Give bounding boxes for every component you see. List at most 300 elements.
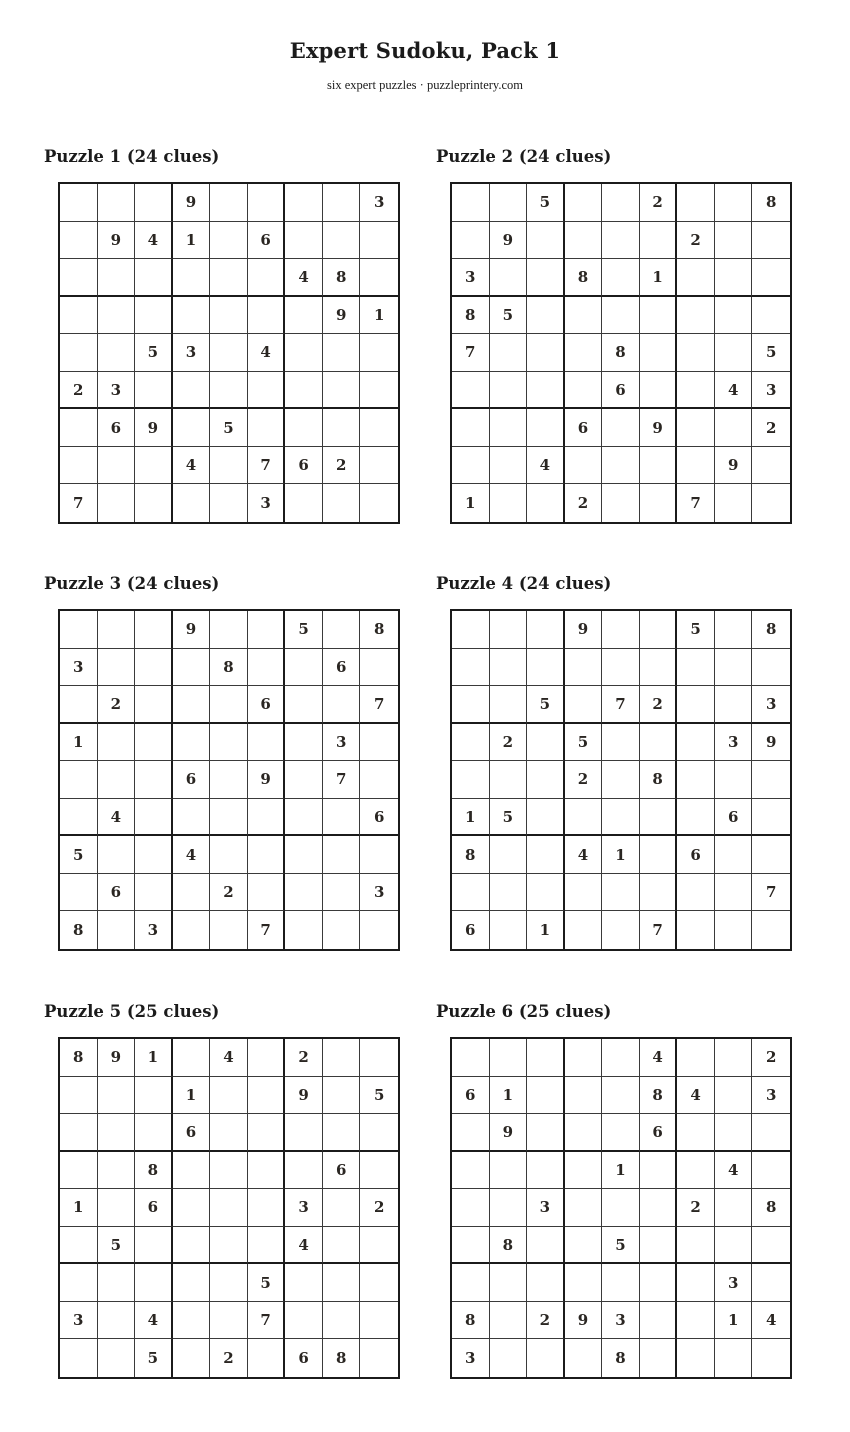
sudoku-cell: [285, 649, 323, 687]
sudoku-cell: [640, 372, 678, 410]
puzzle-label: Puzzle 2 (24 clues): [436, 147, 612, 166]
sudoku-cell: [323, 1302, 361, 1340]
sudoku-cell: [285, 1114, 323, 1152]
sudoku-cell: [60, 1077, 98, 1115]
sudoku-cell: 6: [715, 799, 753, 837]
sudoku-cell: [640, 1227, 678, 1265]
sudoku-cell: 5: [565, 724, 603, 762]
puzzle-2: [436, 145, 796, 513]
sudoku-grid: [58, 609, 400, 951]
sudoku-cell: [60, 799, 98, 837]
sudoku-cell: [677, 761, 715, 799]
sudoku-cell: [60, 874, 98, 912]
sudoku-cell: [285, 334, 323, 372]
sudoku-cell: 3: [752, 372, 790, 410]
page-subtitle: six expert puzzles · puzzleprintery.com: [327, 78, 523, 92]
sudoku-cell: 1: [60, 1189, 98, 1227]
sudoku-cell: [60, 222, 98, 260]
sudoku-cell: 5: [248, 1264, 286, 1302]
sudoku-cell: [173, 409, 211, 447]
sudoku-cell: 6: [452, 911, 490, 949]
sudoku-cell: [323, 611, 361, 649]
sudoku-cell: [490, 409, 528, 447]
sudoku-cell: [602, 649, 640, 687]
sudoku-cell: 6: [323, 649, 361, 687]
sudoku-cell: 5: [677, 611, 715, 649]
sudoku-cell: [640, 447, 678, 485]
sudoku-cell: [677, 1114, 715, 1152]
sudoku-cell: [677, 297, 715, 335]
sudoku-cell: [452, 372, 490, 410]
sudoku-cell: 8: [210, 649, 248, 687]
sudoku-cell: 6: [360, 799, 398, 837]
sudoku-cell: [490, 484, 528, 522]
sudoku-cell: [248, 297, 286, 335]
sudoku-cell: 7: [248, 1302, 286, 1340]
sudoku-grid: [450, 182, 792, 524]
sudoku-cell: 6: [602, 372, 640, 410]
sudoku-cell: [98, 724, 136, 762]
sudoku-cell: [248, 1077, 286, 1115]
sudoku-cell: 9: [490, 222, 528, 260]
sudoku-cell: [452, 222, 490, 260]
sudoku-cell: 6: [135, 1189, 173, 1227]
sudoku-cell: 4: [527, 447, 565, 485]
sudoku-cell: [210, 372, 248, 410]
sudoku-cell: [98, 1302, 136, 1340]
sudoku-cell: [135, 1114, 173, 1152]
sudoku-cell: [715, 874, 753, 912]
sudoku-cell: [715, 334, 753, 372]
sudoku-cell: [752, 484, 790, 522]
sudoku-cell: 7: [60, 484, 98, 522]
sudoku-cell: [527, 611, 565, 649]
sudoku-cell: [173, 1264, 211, 1302]
page-title: Expert Sudoku, Pack 1: [289, 38, 561, 63]
sudoku-cell: 3: [452, 259, 490, 297]
sudoku-cell: [60, 259, 98, 297]
sudoku-cell: [715, 611, 753, 649]
sudoku-cell: [527, 297, 565, 335]
sudoku-cell: [640, 1264, 678, 1302]
sudoku-cell: 1: [173, 1077, 211, 1115]
sudoku-cell: [98, 1264, 136, 1302]
sudoku-cell: [173, 1302, 211, 1340]
sudoku-cell: [715, 184, 753, 222]
sudoku-cell: [210, 686, 248, 724]
sudoku-cell: [640, 611, 678, 649]
sudoku-cell: [490, 1264, 528, 1302]
sudoku-cell: [210, 259, 248, 297]
puzzle-label: Puzzle 3 (24 clues): [44, 574, 220, 593]
sudoku-cell: 1: [135, 1039, 173, 1077]
sudoku-cell: [752, 649, 790, 687]
sudoku-cell: [527, 649, 565, 687]
sudoku-cell: [715, 1114, 753, 1152]
sudoku-cell: 5: [490, 297, 528, 335]
puzzle-4: [436, 572, 796, 940]
sudoku-cell: [173, 724, 211, 762]
sudoku-cell: 8: [60, 1039, 98, 1077]
sudoku-cell: 4: [173, 447, 211, 485]
sudoku-cell: [135, 724, 173, 762]
sudoku-cell: [285, 874, 323, 912]
sudoku-cell: [452, 1039, 490, 1077]
sudoku-cell: [752, 911, 790, 949]
sudoku-cell: 8: [452, 297, 490, 335]
sudoku-cell: 7: [248, 911, 286, 949]
puzzle-5: [44, 1000, 404, 1368]
sudoku-cell: 1: [715, 1302, 753, 1340]
sudoku-cell: [602, 1077, 640, 1115]
sudoku-cell: [210, 799, 248, 837]
sudoku-cell: [210, 222, 248, 260]
sudoku-cell: 2: [490, 724, 528, 762]
sudoku-cell: [527, 1152, 565, 1190]
sudoku-cell: 3: [285, 1189, 323, 1227]
sudoku-cell: [135, 484, 173, 522]
sudoku-cell: [527, 724, 565, 762]
sudoku-cell: 3: [60, 1302, 98, 1340]
sudoku-cell: [173, 799, 211, 837]
sudoku-cell: 1: [527, 911, 565, 949]
sudoku-cell: [452, 611, 490, 649]
sudoku-cell: 8: [640, 761, 678, 799]
sudoku-cell: [490, 836, 528, 874]
sudoku-cell: 7: [640, 911, 678, 949]
sudoku-cell: [565, 649, 603, 687]
sudoku-cell: [565, 799, 603, 837]
sudoku-cell: [565, 297, 603, 335]
sudoku-cell: [360, 836, 398, 874]
sudoku-cell: [173, 259, 211, 297]
sudoku-cell: [677, 1039, 715, 1077]
sudoku-cell: 1: [640, 259, 678, 297]
sudoku-cell: [452, 724, 490, 762]
sudoku-cell: [527, 1077, 565, 1115]
sudoku-cell: [752, 836, 790, 874]
sudoku-cell: [135, 1227, 173, 1265]
sudoku-cell: [602, 484, 640, 522]
sudoku-cell: 8: [602, 1339, 640, 1377]
sudoku-cell: [98, 334, 136, 372]
sudoku-cell: 8: [323, 259, 361, 297]
sudoku-cell: [715, 222, 753, 260]
sudoku-cell: [135, 184, 173, 222]
sudoku-cell: [602, 222, 640, 260]
sudoku-cell: 8: [752, 1189, 790, 1227]
sudoku-cell: 7: [677, 484, 715, 522]
sudoku-cell: [602, 874, 640, 912]
sudoku-cell: [135, 447, 173, 485]
sudoku-cell: [60, 1152, 98, 1190]
sudoku-cell: 1: [452, 484, 490, 522]
sudoku-cell: [677, 799, 715, 837]
sudoku-cell: [490, 874, 528, 912]
sudoku-cell: [210, 1189, 248, 1227]
sudoku-cell: [490, 184, 528, 222]
sudoku-cell: [135, 874, 173, 912]
sudoku-cell: [527, 334, 565, 372]
sudoku-cell: [98, 1152, 136, 1190]
sudoku-cell: [640, 724, 678, 762]
sudoku-cell: [360, 447, 398, 485]
sudoku-cell: 1: [602, 1152, 640, 1190]
sudoku-cell: [248, 259, 286, 297]
sudoku-cell: 9: [323, 297, 361, 335]
puzzle-6: [436, 1000, 796, 1368]
sudoku-cell: [640, 484, 678, 522]
sudoku-cell: [173, 372, 211, 410]
sudoku-cell: 2: [640, 686, 678, 724]
sudoku-cell: 2: [98, 686, 136, 724]
sudoku-cell: 9: [285, 1077, 323, 1115]
sudoku-cell: [323, 1264, 361, 1302]
sudoku-cell: [323, 1039, 361, 1077]
sudoku-cell: 8: [452, 836, 490, 874]
sudoku-cell: 5: [135, 334, 173, 372]
sudoku-cell: [715, 911, 753, 949]
sudoku-cell: [98, 1339, 136, 1377]
sudoku-cell: [602, 724, 640, 762]
sudoku-cell: 8: [60, 911, 98, 949]
sudoku-cell: [565, 1152, 603, 1190]
sudoku-cell: [752, 799, 790, 837]
sudoku-cell: [490, 1039, 528, 1077]
sudoku-cell: 2: [565, 484, 603, 522]
sudoku-cell: [285, 409, 323, 447]
sudoku-cell: 8: [640, 1077, 678, 1115]
sudoku-cell: 4: [135, 1302, 173, 1340]
sudoku-cell: [677, 409, 715, 447]
sudoku-cell: [323, 686, 361, 724]
sudoku-cell: [360, 334, 398, 372]
sudoku-cell: [248, 1227, 286, 1265]
sudoku-cell: [677, 259, 715, 297]
sudoku-cell: 9: [565, 1302, 603, 1340]
sudoku-cell: [715, 1227, 753, 1265]
sudoku-cell: [565, 222, 603, 260]
sudoku-cell: [452, 874, 490, 912]
sudoku-cell: [565, 1114, 603, 1152]
sudoku-grid: [58, 182, 400, 524]
sudoku-cell: 5: [360, 1077, 398, 1115]
sudoku-cell: [135, 836, 173, 874]
sudoku-cell: 4: [640, 1039, 678, 1077]
sudoku-cell: [565, 1077, 603, 1115]
sudoku-cell: [715, 259, 753, 297]
sudoku-cell: [752, 1227, 790, 1265]
sudoku-cell: [602, 1039, 640, 1077]
sudoku-cell: [752, 259, 790, 297]
sudoku-cell: [490, 1189, 528, 1227]
sudoku-cell: [98, 297, 136, 335]
sudoku-cell: 2: [752, 409, 790, 447]
sudoku-cell: [677, 1302, 715, 1340]
sudoku-cell: [210, 1302, 248, 1340]
sudoku-cell: [60, 409, 98, 447]
sudoku-cell: [135, 372, 173, 410]
sudoku-cell: 3: [323, 724, 361, 762]
sudoku-cell: [210, 1114, 248, 1152]
sudoku-cell: 2: [323, 447, 361, 485]
sudoku-cell: [602, 409, 640, 447]
sudoku-cell: 6: [98, 409, 136, 447]
sudoku-cell: [640, 222, 678, 260]
sudoku-cell: 3: [135, 911, 173, 949]
sudoku-cell: [490, 686, 528, 724]
puzzle-1: [44, 145, 404, 513]
sudoku-cell: [360, 1302, 398, 1340]
sudoku-cell: [602, 259, 640, 297]
sudoku-cell: [527, 1227, 565, 1265]
sudoku-cell: [527, 874, 565, 912]
sudoku-cell: [752, 1152, 790, 1190]
sudoku-cell: [360, 372, 398, 410]
sudoku-cell: [248, 724, 286, 762]
sudoku-cell: [60, 1114, 98, 1152]
sudoku-cell: [602, 184, 640, 222]
sudoku-cell: [360, 724, 398, 762]
sudoku-cell: [173, 649, 211, 687]
sudoku-cell: [715, 1077, 753, 1115]
sudoku-cell: [527, 799, 565, 837]
puzzle-label: Puzzle 4 (24 clues): [436, 574, 612, 593]
sudoku-cell: [490, 334, 528, 372]
sudoku-cell: [360, 484, 398, 522]
sudoku-cell: [565, 874, 603, 912]
sudoku-cell: [452, 649, 490, 687]
sudoku-cell: [173, 1339, 211, 1377]
sudoku-cell: 1: [602, 836, 640, 874]
sudoku-cell: [602, 611, 640, 649]
sudoku-cell: [565, 1189, 603, 1227]
sudoku-cell: [173, 297, 211, 335]
sudoku-cell: 2: [210, 874, 248, 912]
sudoku-cell: 3: [452, 1339, 490, 1377]
sudoku-cell: [752, 447, 790, 485]
sudoku-cell: 5: [98, 1227, 136, 1265]
sudoku-cell: [285, 761, 323, 799]
sudoku-cell: [323, 1189, 361, 1227]
sudoku-cell: 6: [173, 761, 211, 799]
sudoku-cell: [490, 611, 528, 649]
sudoku-cell: [173, 1189, 211, 1227]
sudoku-cell: [360, 649, 398, 687]
sudoku-cell: [360, 911, 398, 949]
sudoku-cell: [452, 1189, 490, 1227]
sudoku-cell: [210, 724, 248, 762]
sudoku-cell: [135, 611, 173, 649]
sudoku-cell: [173, 911, 211, 949]
sudoku-cell: [565, 1039, 603, 1077]
sudoku-cell: [248, 1152, 286, 1190]
sudoku-cell: [135, 686, 173, 724]
sudoku-cell: [248, 799, 286, 837]
sudoku-cell: 4: [173, 836, 211, 874]
sudoku-cell: [98, 484, 136, 522]
sudoku-cell: [60, 334, 98, 372]
sudoku-cell: 5: [527, 686, 565, 724]
sudoku-cell: [285, 484, 323, 522]
sudoku-cell: [452, 1114, 490, 1152]
sudoku-cell: 9: [98, 222, 136, 260]
sudoku-cell: 6: [677, 836, 715, 874]
sudoku-cell: [677, 334, 715, 372]
sudoku-cell: 3: [715, 724, 753, 762]
sudoku-cell: [323, 874, 361, 912]
sudoku-cell: 2: [285, 1039, 323, 1077]
sudoku-cell: [98, 911, 136, 949]
sudoku-cell: [98, 259, 136, 297]
sudoku-cell: 3: [60, 649, 98, 687]
sudoku-cell: [360, 259, 398, 297]
sudoku-cell: 9: [752, 724, 790, 762]
sudoku-cell: 7: [602, 686, 640, 724]
sudoku-cell: [248, 184, 286, 222]
sudoku-cell: [173, 1039, 211, 1077]
sudoku-cell: 4: [248, 334, 286, 372]
sudoku-cell: [490, 911, 528, 949]
sudoku-cell: 9: [715, 447, 753, 485]
sudoku-cell: 9: [565, 611, 603, 649]
sudoku-cell: 4: [285, 259, 323, 297]
sudoku-cell: [135, 761, 173, 799]
sudoku-cell: [98, 1077, 136, 1115]
sudoku-cell: [527, 1039, 565, 1077]
sudoku-cell: 4: [285, 1227, 323, 1265]
sudoku-cell: [248, 409, 286, 447]
sudoku-cell: 2: [640, 184, 678, 222]
sudoku-cell: 6: [285, 1339, 323, 1377]
sudoku-cell: [602, 911, 640, 949]
sudoku-cell: [602, 761, 640, 799]
sudoku-cell: 6: [173, 1114, 211, 1152]
sudoku-cell: 3: [527, 1189, 565, 1227]
puzzle-label: Puzzle 5 (25 clues): [44, 1002, 220, 1021]
sudoku-cell: 5: [210, 409, 248, 447]
sudoku-cell: [640, 1302, 678, 1340]
sudoku-cell: [677, 1152, 715, 1190]
sudoku-cell: 8: [602, 334, 640, 372]
sudoku-cell: [323, 484, 361, 522]
sudoku-cell: 4: [677, 1077, 715, 1115]
sudoku-cell: 9: [248, 761, 286, 799]
sudoku-cell: 7: [323, 761, 361, 799]
sudoku-cell: 2: [60, 372, 98, 410]
sudoku-cell: 1: [490, 1077, 528, 1115]
sudoku-cell: [135, 649, 173, 687]
sudoku-grid: [450, 609, 792, 951]
sudoku-cell: 9: [490, 1114, 528, 1152]
sudoku-cell: 2: [565, 761, 603, 799]
sudoku-cell: [135, 799, 173, 837]
sudoku-cell: 3: [715, 1264, 753, 1302]
sudoku-cell: [248, 372, 286, 410]
sudoku-cell: [527, 1114, 565, 1152]
sudoku-cell: 3: [248, 484, 286, 522]
sudoku-cell: [715, 484, 753, 522]
sudoku-cell: [527, 222, 565, 260]
sudoku-cell: 3: [602, 1302, 640, 1340]
sudoku-cell: [60, 184, 98, 222]
sudoku-cell: [323, 1114, 361, 1152]
sudoku-cell: [98, 184, 136, 222]
sudoku-cell: [640, 874, 678, 912]
sudoku-cell: 8: [490, 1227, 528, 1265]
sudoku-cell: [527, 372, 565, 410]
sudoku-cell: 8: [752, 611, 790, 649]
